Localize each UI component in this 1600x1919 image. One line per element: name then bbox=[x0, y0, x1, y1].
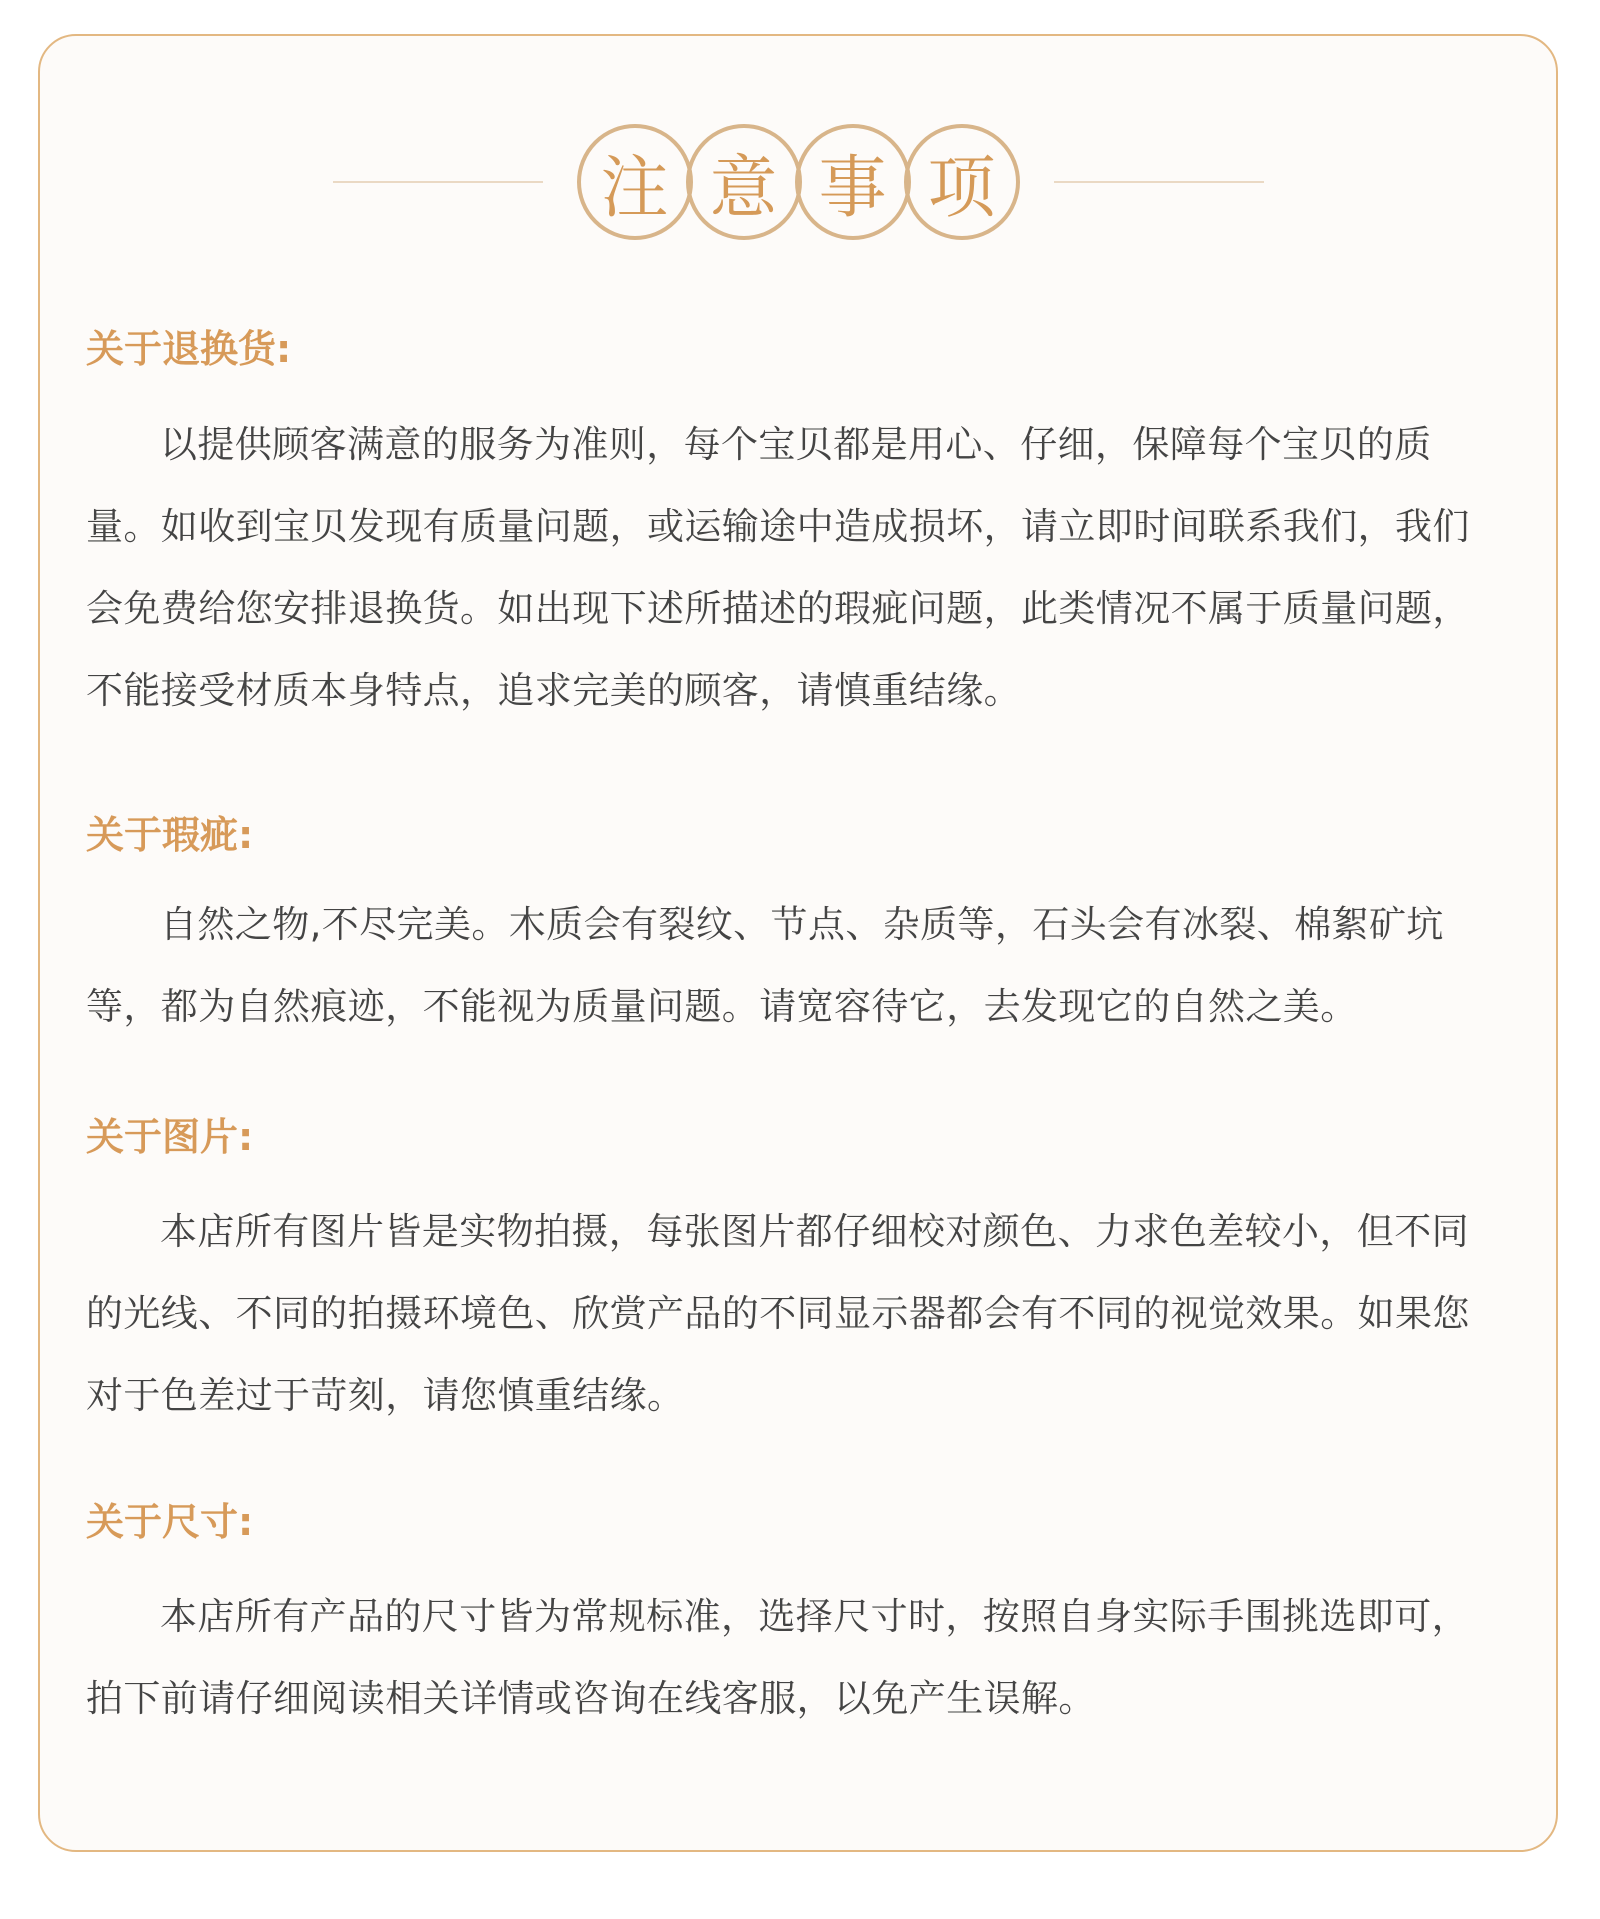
size-text: 本店所有产品的尺寸皆为常规标准，选择尺寸时，按照自身实际手围挑选即可，拍下前请仔细阅读相关详情或咨询在线客服，以免产生误解。 bbox=[86, 1595, 1469, 1720]
returns-section bbox=[40, 327, 1556, 732]
returns-heading: 关于退换货: bbox=[86, 327, 292, 371]
title-circles bbox=[577, 124, 1020, 240]
flaws-section bbox=[40, 813, 1556, 1048]
pictures-section bbox=[40, 1115, 1556, 1437]
title-character-2: 意 bbox=[686, 124, 802, 240]
flaws-heading: 关于瑕疵: bbox=[86, 813, 254, 857]
title-character-4: 项 bbox=[904, 124, 1020, 240]
right-divider bbox=[1054, 181, 1264, 183]
pictures-text: 本店所有图片皆是实物拍摄，每张图片都仔细校对颜色、力求色差较小，但不同的光线、不同的拍摄环境色、欣赏产品的不同显示器都会有不同的视觉效果。如果您对于色差过于苛刻，请您慎重结缘。 bbox=[86, 1210, 1470, 1417]
title-character-3: 事 bbox=[795, 124, 911, 240]
flaws-text: 自然之物,不尽完美。木质会有裂纹、节点、杂质等，石头会有冰裂、棉絮矿坑等，都为自然痕迹，不能视为质量问题。请宽容待它，去发现它的自然之美。 bbox=[86, 903, 1444, 1028]
pictures-heading: 关于图片: bbox=[86, 1115, 254, 1159]
notice-card bbox=[38, 34, 1558, 1852]
notice-title bbox=[40, 124, 1556, 240]
title-character-1: 注 bbox=[577, 124, 693, 240]
left-divider bbox=[333, 181, 543, 183]
size-section bbox=[40, 1500, 1556, 1740]
returns-text: 以提供顾客满意的服务为准则，每个宝贝都是用心、仔细，保障每个宝贝的质量。如收到宝贝发现有质量问题，或运输途中造成损坏，请立即时间联系我们，我们会免费给您安排退换货。如出现下述所描述的瑕疵问题，此类情况不属于质量问题，不能接受材质本身特点，追求完美的顾客，请慎重结缘。 bbox=[86, 423, 1470, 712]
size-heading: 关于尺寸: bbox=[86, 1500, 254, 1544]
